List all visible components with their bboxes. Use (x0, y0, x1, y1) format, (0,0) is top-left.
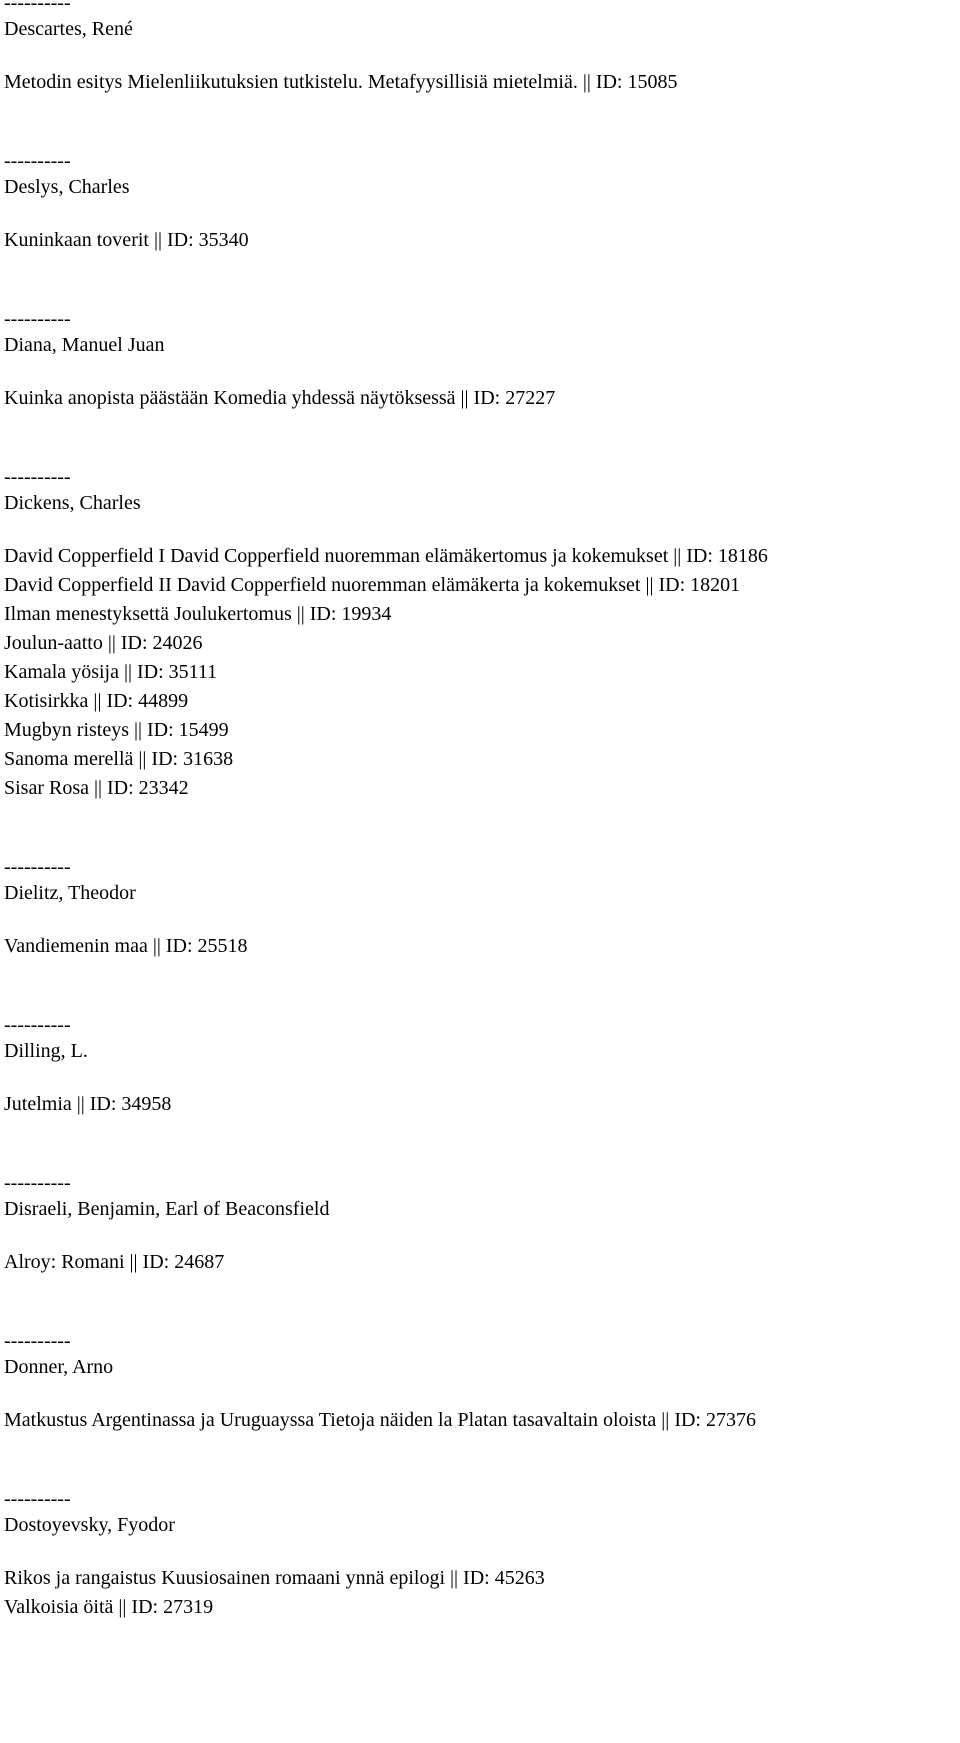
title-line: Kuninkaan toverit || ID: 35340 (4, 229, 249, 251)
author-name: Diana, Manuel Juan (4, 334, 165, 356)
title-line: Valkoisia öitä || ID: 27319 (4, 1596, 214, 1618)
title-line: Sanoma merellä || ID: 31638 (4, 748, 234, 770)
title-line: Rikos ja rangaistus Kuusiosainen romaani ynnä epilogi || ID: 45263 (4, 1567, 545, 1589)
title-line: David Copperfield I David Copperfield nuoremman elämäkertomus ja kokemukset || ID: 18186 (4, 545, 768, 567)
title-list (4, 1090, 954, 1119)
title-line: Sisar Rosa || ID: 23342 (4, 777, 189, 799)
author-entry (4, 854, 954, 961)
author-entry (4, 1486, 954, 1622)
separator-line: ---------- (4, 466, 71, 488)
author-name: Dielitz, Theodor (4, 882, 136, 904)
author-entry (4, 1328, 954, 1435)
title-list (4, 384, 954, 413)
title-list (4, 1564, 954, 1622)
author-name: Dilling, L. (4, 1040, 88, 1062)
title-line: Vandiemenin maa || ID: 25518 (4, 935, 248, 957)
separator-line: ---------- (4, 0, 71, 14)
title-line: Kamala yösija || ID: 35111 (4, 661, 218, 683)
author-title-list (4, 0, 954, 1673)
title-line: Kotisirkka || ID: 44899 (4, 690, 189, 712)
separator-line: ---------- (4, 856, 71, 878)
author-name: Dickens, Charles (4, 492, 141, 514)
separator-line: ---------- (4, 1014, 71, 1036)
separator-line: ---------- (4, 308, 71, 330)
author-name: Donner, Arno (4, 1356, 114, 1378)
author-name: Dostoyevsky, Fyodor (4, 1514, 175, 1536)
author-name: Deslys, Charles (4, 176, 130, 198)
separator-line: ---------- (4, 1488, 71, 1510)
author-entry (4, 464, 954, 803)
title-line: Metodin esitys Mielenliikutuksien tutkistelu. Metafyysillisiä mietelmiä. || ID: 15085 (4, 71, 678, 93)
separator-line: ---------- (4, 1330, 71, 1352)
title-line: Ilman menestyksettä Joulukertomus || ID: 19934 (4, 603, 392, 625)
title-list (4, 542, 954, 803)
title-list (4, 932, 954, 961)
title-line: Alroy: Romani || ID: 24687 (4, 1251, 225, 1273)
author-name: Descartes, René (4, 18, 133, 40)
title-line: Kuinka anopista päästään Komedia yhdessä näytöksessä || ID: 27227 (4, 387, 556, 409)
author-entry (4, 1170, 954, 1277)
author-entry (4, 306, 954, 413)
author-entry (4, 0, 954, 97)
title-line: Jutelmia || ID: 34958 (4, 1093, 172, 1115)
title-line: Mugbyn risteys || ID: 15499 (4, 719, 229, 741)
title-list (4, 68, 954, 97)
title-line: Matkustus Argentinassa ja Uruguayssa Tietoja näiden la Platan tasavaltain oloista || ID: 27376 (4, 1409, 756, 1431)
title-line: David Copperfield II David Copperfield nuoremman elämäkerta ja kokemukset || ID: 18201 (4, 574, 741, 596)
title-list (4, 1248, 954, 1277)
separator-line: ---------- (4, 1172, 71, 1194)
separator-line: ---------- (4, 150, 71, 172)
title-list (4, 226, 954, 255)
title-list (4, 1406, 954, 1435)
author-name: Disraeli, Benjamin, Earl of Beaconsfield (4, 1198, 330, 1220)
author-entry (4, 148, 954, 255)
title-line: Joulun-aatto || ID: 24026 (4, 632, 203, 654)
author-entry (4, 1012, 954, 1119)
